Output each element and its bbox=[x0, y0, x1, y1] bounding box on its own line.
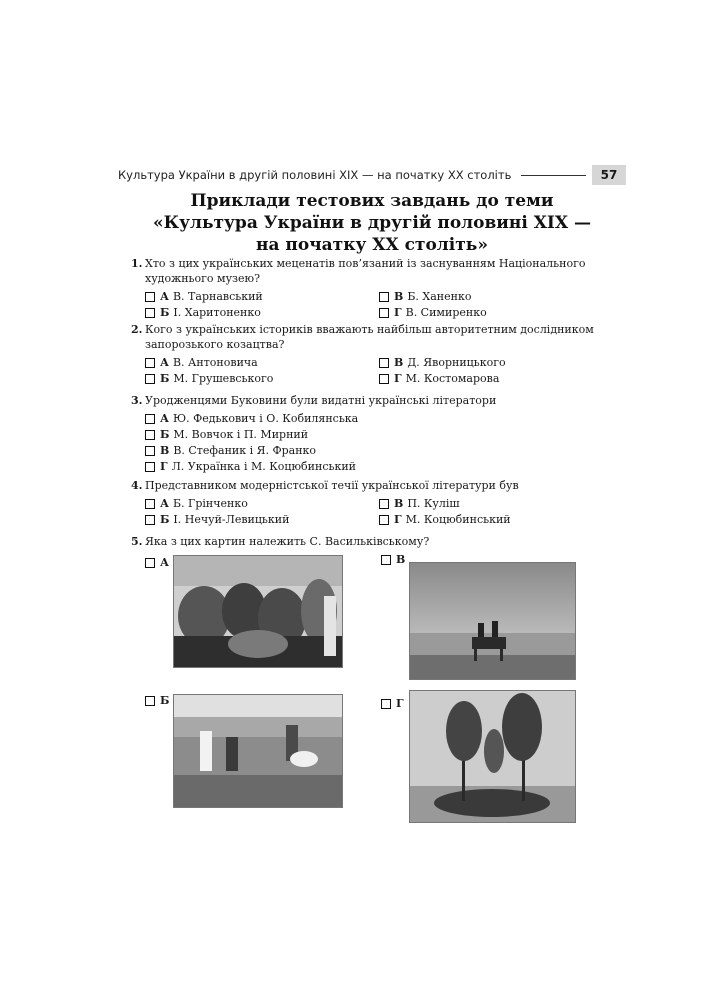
question-number: 4. bbox=[131, 479, 143, 492]
answer-option-v[interactable]: В П. Куліш bbox=[379, 496, 609, 511]
running-head-title: Культура України в другій половині XIX — на початку XX століть bbox=[118, 168, 512, 182]
checkbox-icon[interactable] bbox=[145, 696, 155, 706]
painting-a-image bbox=[174, 556, 342, 667]
title-line-2: «Культура України в другій половині XIX — bbox=[153, 213, 591, 233]
checkbox-icon[interactable] bbox=[145, 414, 155, 424]
checkbox-icon[interactable] bbox=[379, 515, 389, 525]
answer-option-a[interactable]: А bbox=[145, 556, 173, 569]
painting-g-image bbox=[410, 691, 575, 822]
answer-option-g[interactable]: Г bbox=[381, 697, 408, 710]
question-text: Яка з цих картин належить С. Васильківському? bbox=[145, 535, 430, 548]
answer-option-v[interactable]: В bbox=[381, 553, 409, 566]
painting-v-image bbox=[410, 563, 575, 679]
question-4 bbox=[131, 478, 601, 527]
title-line-3: на початку XX століть» bbox=[256, 235, 488, 255]
checkbox-icon[interactable] bbox=[145, 308, 155, 318]
checkbox-icon[interactable] bbox=[145, 558, 155, 568]
painting-a[interactable] bbox=[173, 555, 343, 668]
question-text: Кого з українських істориків вважають найбільш авторитетним дослідником запорозького козацтва? bbox=[145, 323, 594, 351]
answer-option-b[interactable]: Б М. Грушевського bbox=[145, 371, 379, 386]
checkbox-icon[interactable] bbox=[145, 374, 155, 384]
title-line-1: Приклади тестових завдань до теми bbox=[190, 191, 554, 211]
checkbox-icon[interactable] bbox=[379, 292, 389, 302]
answer-option-g[interactable]: Г Л. Українка і М. Коцюбинський bbox=[145, 459, 595, 474]
question-3 bbox=[131, 393, 601, 474]
checkbox-icon[interactable] bbox=[379, 308, 389, 318]
answer-option-v[interactable]: В Д. Яворницького bbox=[379, 355, 609, 370]
painting-v[interactable] bbox=[409, 562, 576, 680]
painting-b-image bbox=[174, 695, 342, 807]
checkbox-icon[interactable] bbox=[145, 499, 155, 509]
answer-option-v[interactable]: В В. Стефаник і Я. Франко bbox=[145, 443, 595, 458]
checkbox-icon[interactable] bbox=[145, 430, 155, 440]
answer-option-b[interactable]: Б І. Харитоненко bbox=[145, 305, 379, 320]
checkbox-icon[interactable] bbox=[381, 699, 391, 709]
page-title bbox=[118, 190, 626, 256]
question-number: 5. bbox=[131, 535, 143, 548]
page-number: 57 bbox=[592, 165, 626, 185]
painting-g[interactable] bbox=[409, 690, 576, 823]
answer-option-g[interactable]: Г М. Костомарова bbox=[379, 371, 609, 386]
checkbox-icon[interactable] bbox=[145, 292, 155, 302]
question-number: 2. bbox=[131, 323, 143, 336]
checkbox-icon[interactable] bbox=[145, 515, 155, 525]
answer-option-g[interactable]: Г В. Симиренко bbox=[379, 305, 609, 320]
answer-option-v[interactable]: В Б. Ханенко bbox=[379, 289, 609, 304]
checkbox-icon[interactable] bbox=[379, 374, 389, 384]
answer-option-b[interactable]: Б М. Вовчок і П. Мирний bbox=[145, 427, 595, 442]
question-5 bbox=[131, 534, 601, 549]
checkbox-icon[interactable] bbox=[379, 499, 389, 509]
answer-option-b[interactable]: Б bbox=[145, 694, 173, 707]
question-text: Хто з цих українських меценатів пов’язаний із заснуванням Національного художнього музею? bbox=[145, 257, 586, 285]
answer-option-a[interactable]: А Б. Грінченко bbox=[145, 496, 379, 511]
question-2 bbox=[131, 322, 601, 386]
answer-option-a[interactable]: А В. Тарнавський bbox=[145, 289, 379, 304]
question-1 bbox=[131, 256, 601, 320]
question-number: 3. bbox=[131, 394, 143, 407]
checkbox-icon[interactable] bbox=[145, 446, 155, 456]
question-text: Представником модерністської течії української літератури був bbox=[145, 479, 519, 492]
question-number: 1. bbox=[131, 257, 143, 270]
running-head-rule bbox=[521, 175, 586, 176]
answer-option-a[interactable]: А Ю. Федькович і О. Кобилянська bbox=[145, 411, 595, 426]
answer-option-a[interactable]: А В. Антоновича bbox=[145, 355, 379, 370]
answer-option-g[interactable]: Г М. Коцюбинський bbox=[379, 512, 609, 527]
running-head bbox=[118, 164, 626, 186]
question-text: Уродженцями Буковини були видатні українські літератори bbox=[145, 394, 497, 407]
checkbox-icon[interactable] bbox=[145, 462, 155, 472]
checkbox-icon[interactable] bbox=[381, 555, 391, 565]
checkbox-icon[interactable] bbox=[145, 358, 155, 368]
answer-option-b[interactable]: Б І. Нечуй-Левицький bbox=[145, 512, 379, 527]
checkbox-icon[interactable] bbox=[379, 358, 389, 368]
painting-b[interactable] bbox=[173, 694, 343, 808]
